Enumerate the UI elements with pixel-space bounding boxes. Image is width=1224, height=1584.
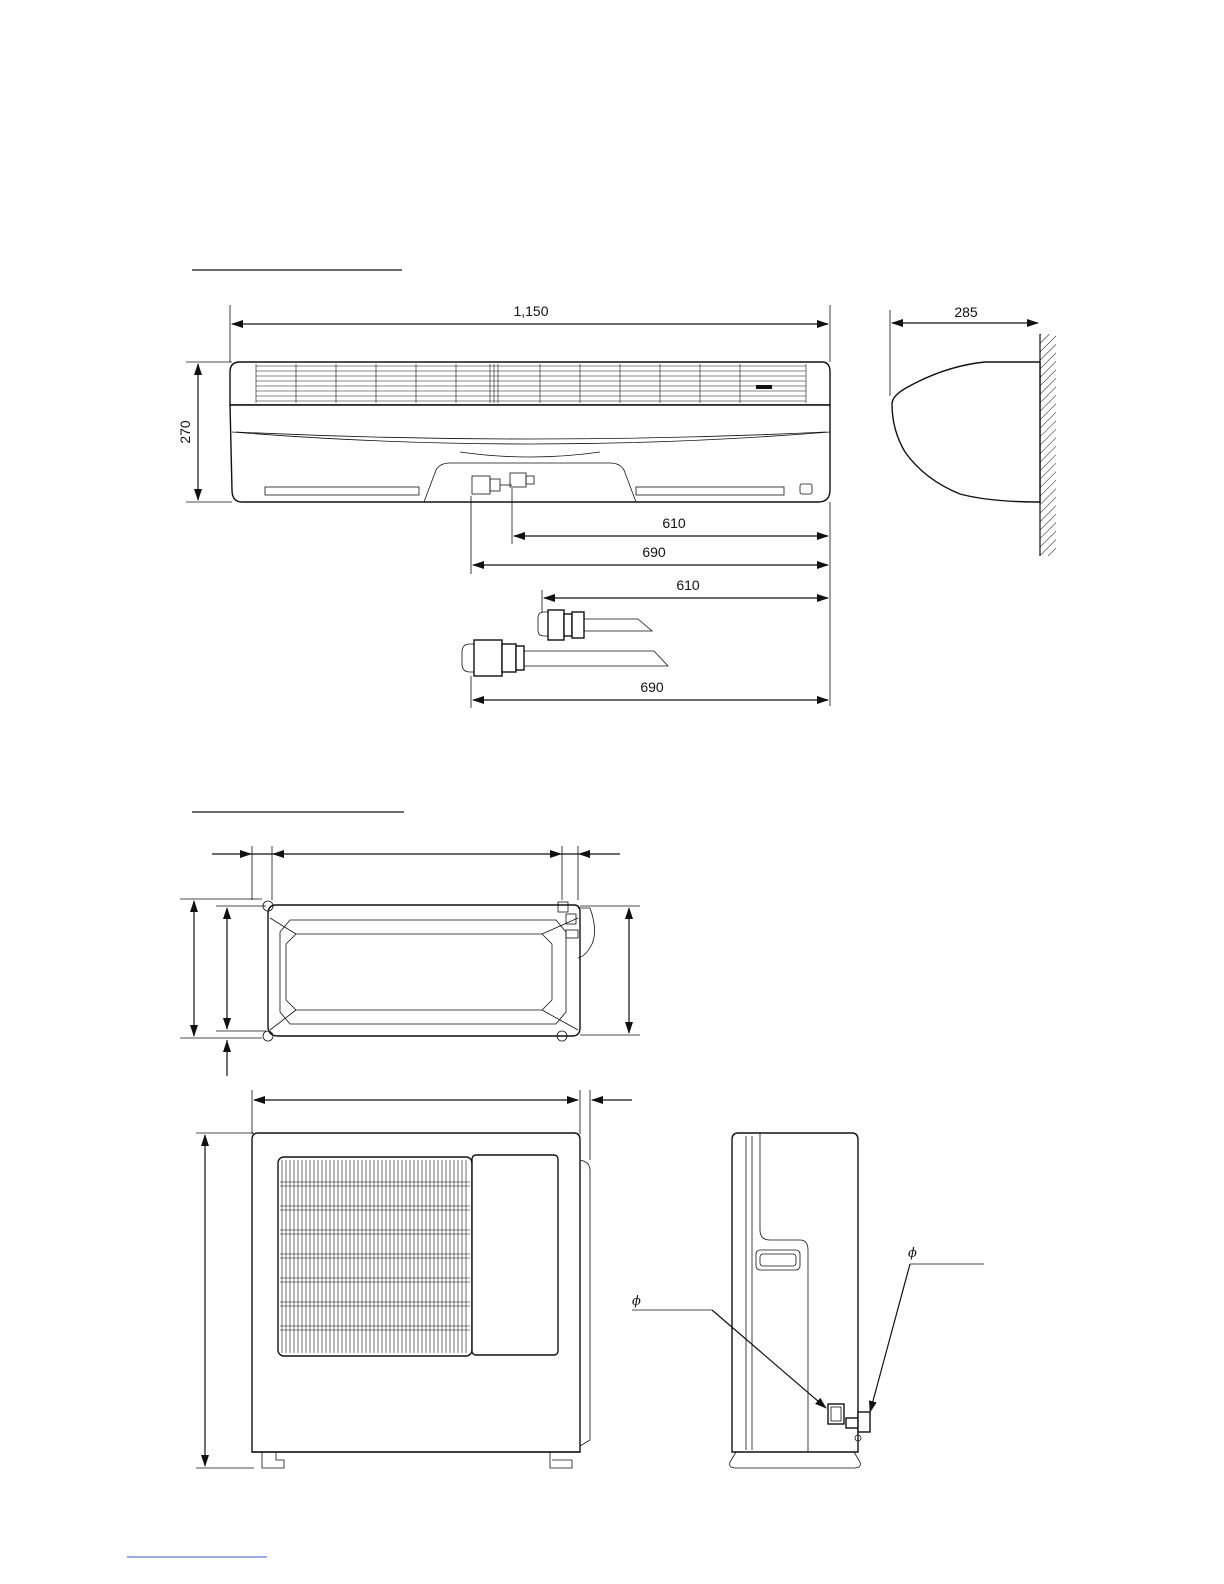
dim-pipe-610-upper: 610 — [662, 515, 686, 531]
phi-label-left: ϕ — [632, 1294, 641, 1309]
dim-pipe-610-lower: 610 — [676, 577, 700, 593]
dim-depth-label: 285 — [954, 304, 978, 320]
indoor-unit-side-view — [890, 304, 1056, 556]
indoor-unit-front-view — [177, 303, 830, 502]
outdoor-unit-front-view — [196, 1090, 632, 1468]
pipe-connection-detail — [462, 577, 828, 708]
outdoor-unit-side-view — [632, 1133, 984, 1468]
dim-height-label: 270 — [177, 420, 193, 444]
indoor-pipe-dimensions — [471, 488, 830, 706]
dim-width-label: 1,150 — [513, 303, 549, 319]
wall-hatching — [1040, 334, 1056, 556]
phi-label-right: ϕ — [908, 1246, 917, 1261]
dim-pipe-690-upper: 690 — [642, 544, 666, 560]
outdoor-unit-top-view — [180, 846, 640, 1076]
dim-pipe-690-lower: 690 — [640, 679, 664, 695]
